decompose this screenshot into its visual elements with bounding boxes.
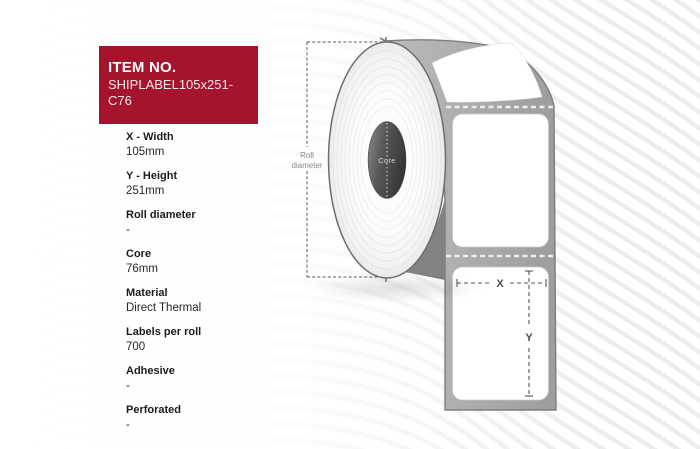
spec-label: Material [126, 287, 168, 299]
roll-diameter-note: Roll [300, 151, 314, 160]
item-number-code: SHIPLABEL105x251-C76 [108, 77, 234, 108]
spec-label: Labels per roll [126, 326, 202, 338]
spec-label: Roll diameter [126, 209, 196, 221]
spec-value: - [126, 419, 130, 431]
spec-value: 700 [126, 341, 146, 353]
item-number-heading: ITEM NO. [108, 59, 177, 76]
spec-value: 76mm [126, 263, 158, 275]
spec-value: - [126, 224, 130, 236]
spec-label: Y - Height [126, 170, 178, 182]
blank-label-top [453, 114, 549, 247]
y-dimension-label: Y [525, 332, 533, 344]
spec-label: Core [126, 248, 152, 260]
x-dimension-label: X [496, 278, 504, 290]
spec-value: Direct Thermal [126, 302, 202, 314]
spec-label: Adhesive [126, 365, 175, 377]
spec-label: Perforated [126, 404, 182, 416]
roll-floor-shadow [308, 273, 484, 303]
core-label: Core [378, 156, 396, 165]
spec-value: 251mm [126, 185, 165, 197]
spec-label: X - Width [126, 131, 174, 143]
roll-diameter-note-line2: diameter [291, 161, 323, 170]
spec-value: - [126, 380, 130, 392]
spec-value: 105mm [126, 146, 165, 158]
